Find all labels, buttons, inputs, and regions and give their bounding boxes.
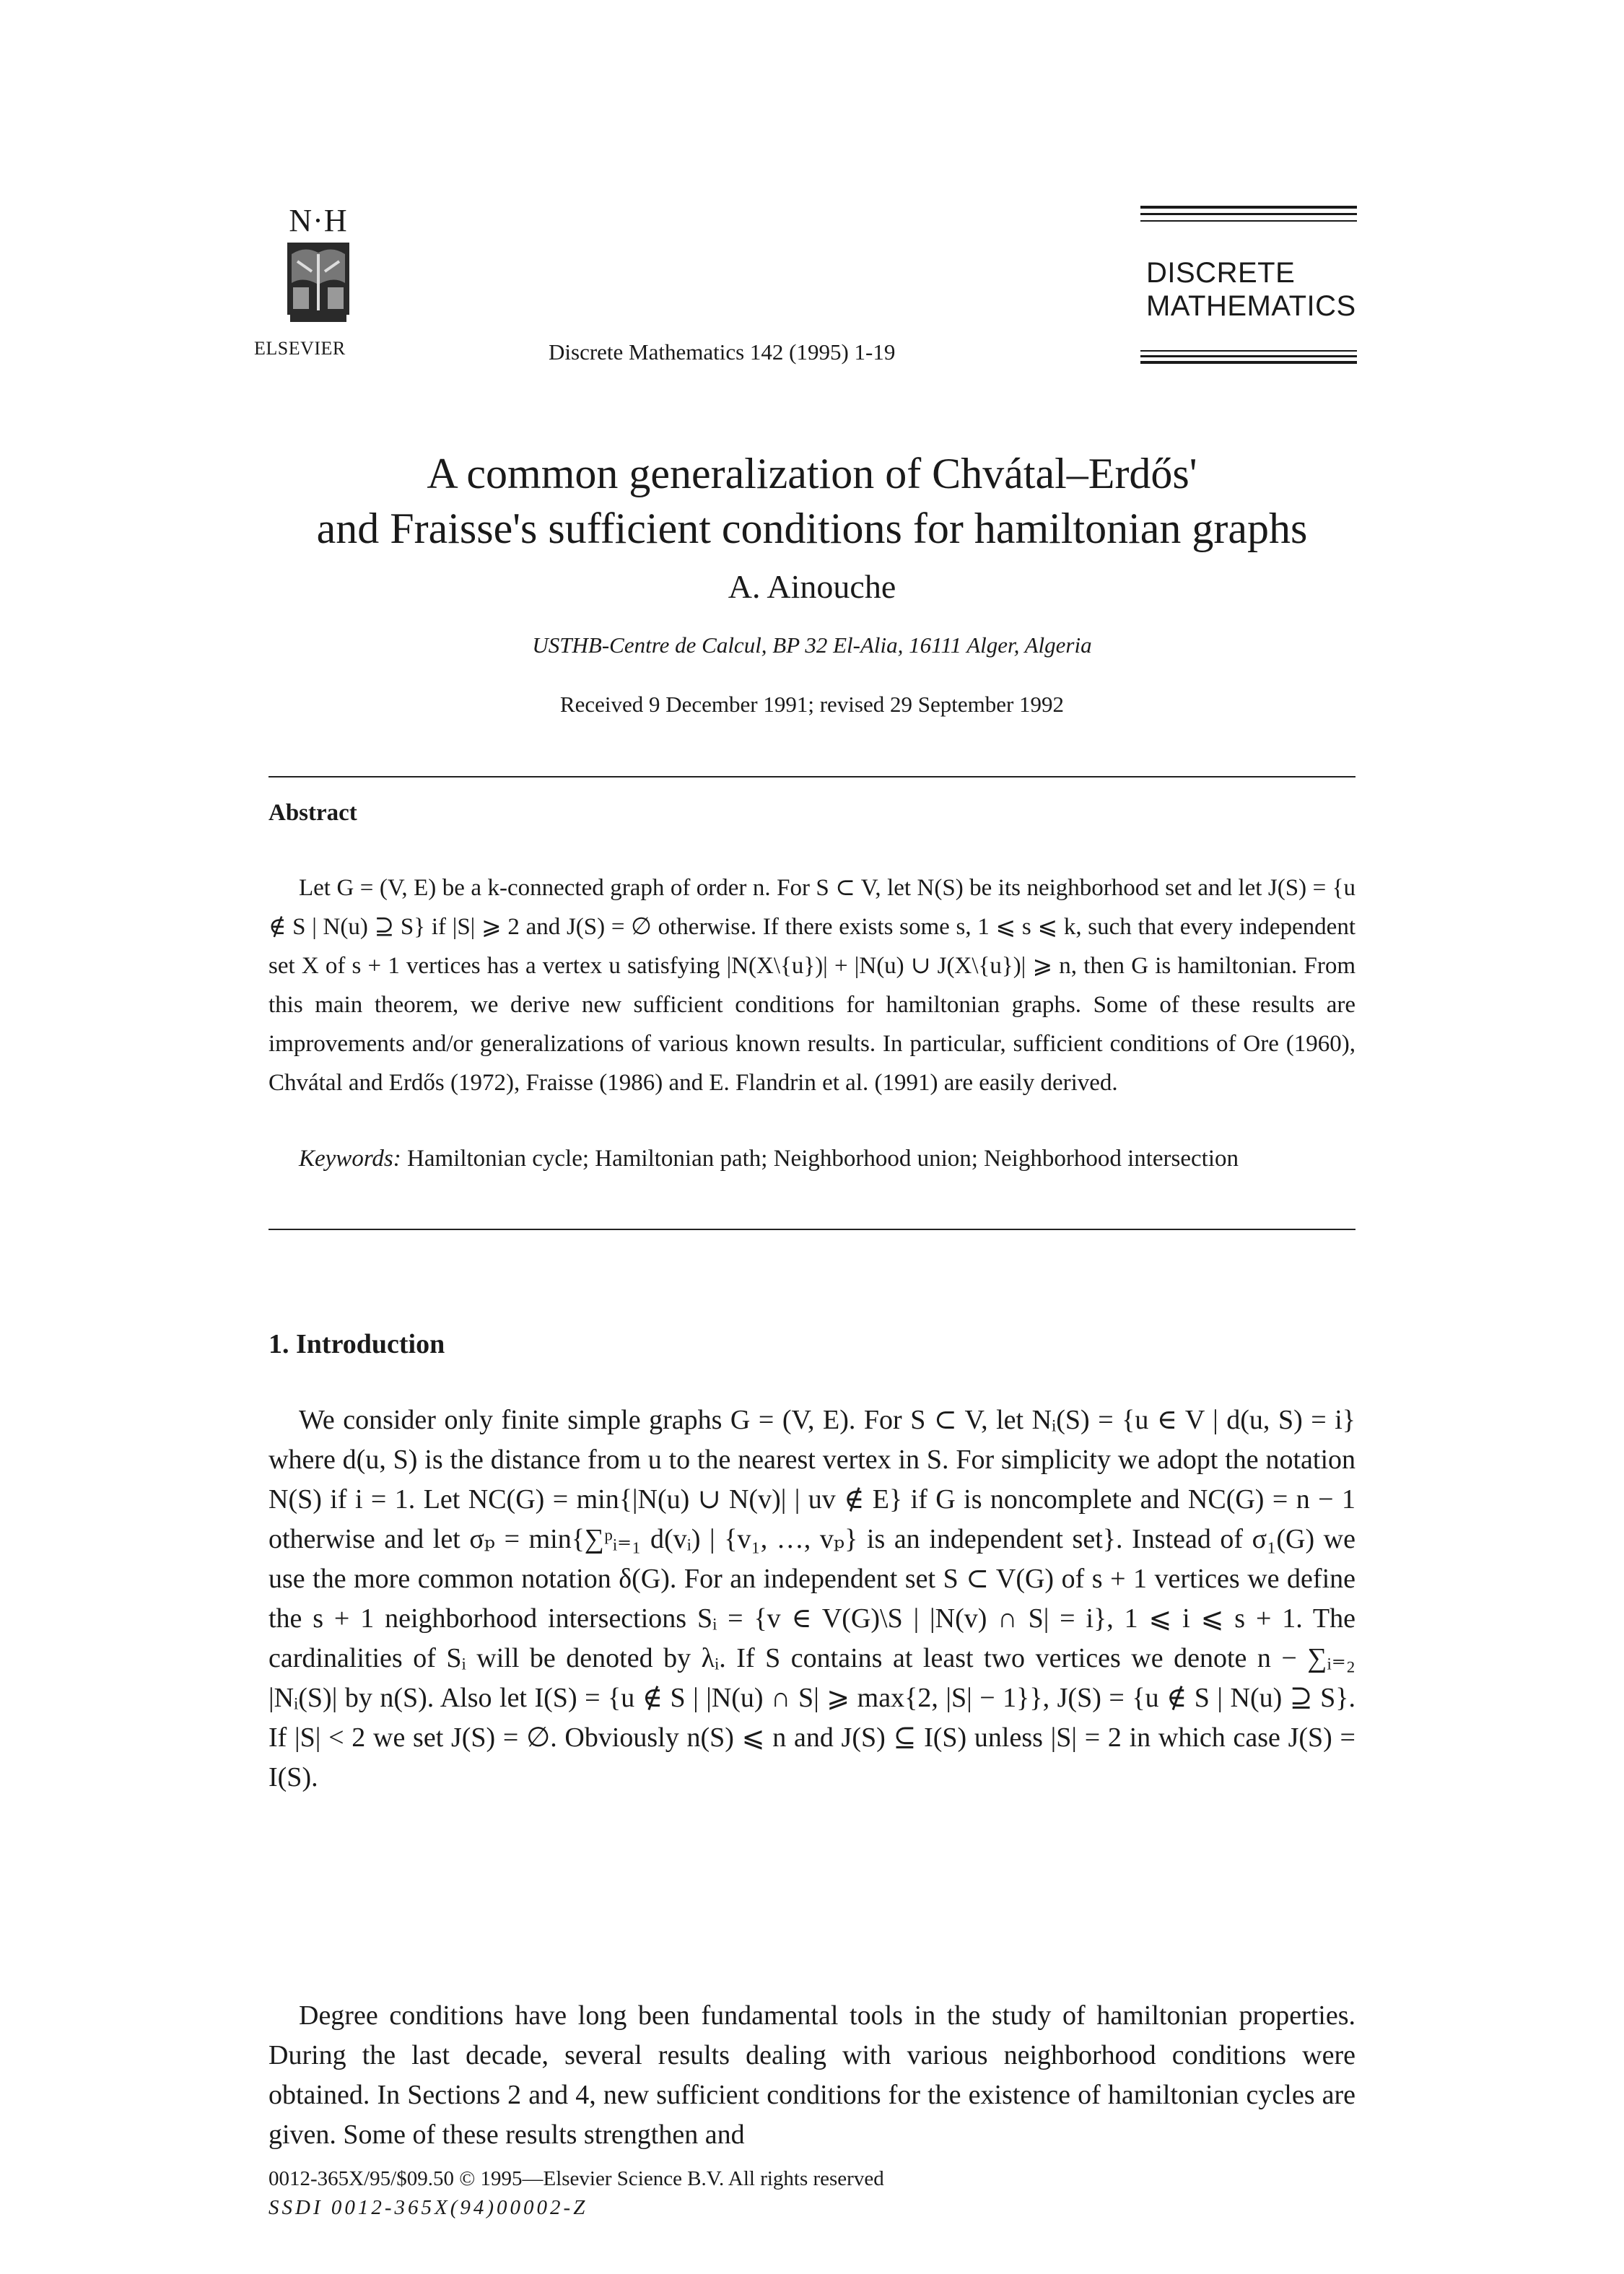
elsevier-tree-icon [283, 240, 354, 326]
title-line: A common generalization of Chvátal–Erdős' [427, 450, 1197, 497]
abstract-heading: Abstract [269, 800, 357, 826]
affiliation: USTHB-Centre de Calcul, BP 32 El-Alia, 16111 Alger, Algeria [532, 632, 1092, 658]
author: A. Ainouche [728, 568, 896, 605]
journal-masthead [1140, 206, 1357, 372]
body-paragraph: We consider only finite simple graphs G = (V, E). For S ⊂ V, let Nᵢ(S) = {u ∈ V | d(u, S) = i} where d(u, S) is the distance from u to the nearest vertex in S. For simplicity we adopt the notation N(S) if i = 1. Let NC(G) = min{|N(u) ∪ N(v)| | uv ∉ E} if G is noncomplete and NC(G) = n − 1 otherwise and let σₚ = min{∑ᵖᵢ₌₁ d(vᵢ) | {v₁, …, vₚ} is an independent set}. Instead of σ₁(G) we use the more common notation δ(G). For an independent set S ⊂ V(G) of s + 1 vertices we define the s + 1 neighborhood intersections Sᵢ = {v ∈ V(G)\S | |N(v) ∩ S| = i}, 1 ⩽ i ⩽ s + 1. The cardinalities of Sᵢ will be denoted by λᵢ. If S contains at least two vertices we denote n − ∑ᵢ₌₂ |Nᵢ(S)| by n(S). Also let I(S) = {u ∉ S | |N(u) ∩ S| ⩾ max{2, |S| − 1}}, J(S) = {u ∉ S | N(u) ⊇ S}. If |S| < 2 we set J(S) = ∅. Obviously n(S) ⩽ n and J(S) ⊆ I(S) unless |S| = 2 in which case J(S) = I(S). [269, 1405, 1355, 1792]
title-line: and Fraisse's sufficient conditions for hamiltonian graphs [316, 505, 1308, 552]
abstract-text: Let G = (V, E) be a k-connected graph of order n. For S ⊂ V, let N(S) be its neighborhood set and let J(S) = {u ∉ S | N(u) ⊇ S} if |S| ⩾ 2 and J(S) = ∅ otherwise. If there exists some s, 1 ⩽ s ⩽ k, such that every independent set X of s + 1 vertices has a vertex u satisfying |N(X\{u})| + |N(u) ∪ J(X\{u})| ⩾ n, then G is hamiltonian. From this main theorem, we derive new sufficient conditions for hamiltonian graphs. Some of these results are improvements and/or generalizations of various known results. In particular, sufficient conditions of Ore (1960), Chvátal and Erdős (1972), Fraisse (1986) and E. Flandrin et al. (1991) are easily derived. [269, 875, 1355, 1096]
journal-name-line: MATHEMATICS [1146, 290, 1356, 322]
publisher-logo [254, 203, 380, 362]
masthead-rule [1140, 355, 1357, 357]
keywords [269, 1139, 1355, 1178]
article-title [0, 446, 1624, 556]
masthead-rule [1140, 213, 1357, 215]
masthead-rule [1140, 220, 1357, 222]
ssdi-line: SSDI 0012-365X(94)00002-Z [269, 2196, 588, 2219]
journal-name-line: DISCRETE [1146, 257, 1296, 289]
divider [269, 776, 1355, 777]
journal-name [1146, 256, 1356, 323]
divider [269, 1229, 1355, 1230]
body-paragraph: Degree conditions have long been fundamental tools in the study of hamiltonian properties. During the last decade, several results dealing with various neighborhood conditions were obtained. In Sections 2 and 4, new sufficient conditions for the existence of hamiltonian cycles are given. Some of these results strengthen and [269, 2000, 1355, 2150]
journal-citation: Discrete Mathematics 142 (1995) 1-19 [549, 339, 896, 365]
copyright-line: 0012-365X/95/$09.50 © 1995—Elsevier Science B.V. All rights reserved [269, 2167, 884, 2190]
nh-mark: N·H [289, 203, 348, 238]
keywords-list: Hamiltonian cycle; Hamiltonian path; Neighborhood union; Neighborhood intersection [407, 1146, 1239, 1172]
publisher-name: ELSEVIER [254, 338, 346, 359]
copyright-notice [269, 2164, 884, 2222]
masthead-rule [1140, 206, 1357, 209]
keywords-label: Keywords: [299, 1146, 401, 1172]
received-dates: Received 9 December 1991; revised 29 September 1992 [559, 692, 1065, 717]
masthead-rule [1140, 361, 1357, 364]
masthead-rule [1140, 350, 1357, 352]
section-heading: 1. Introduction [269, 1329, 445, 1359]
